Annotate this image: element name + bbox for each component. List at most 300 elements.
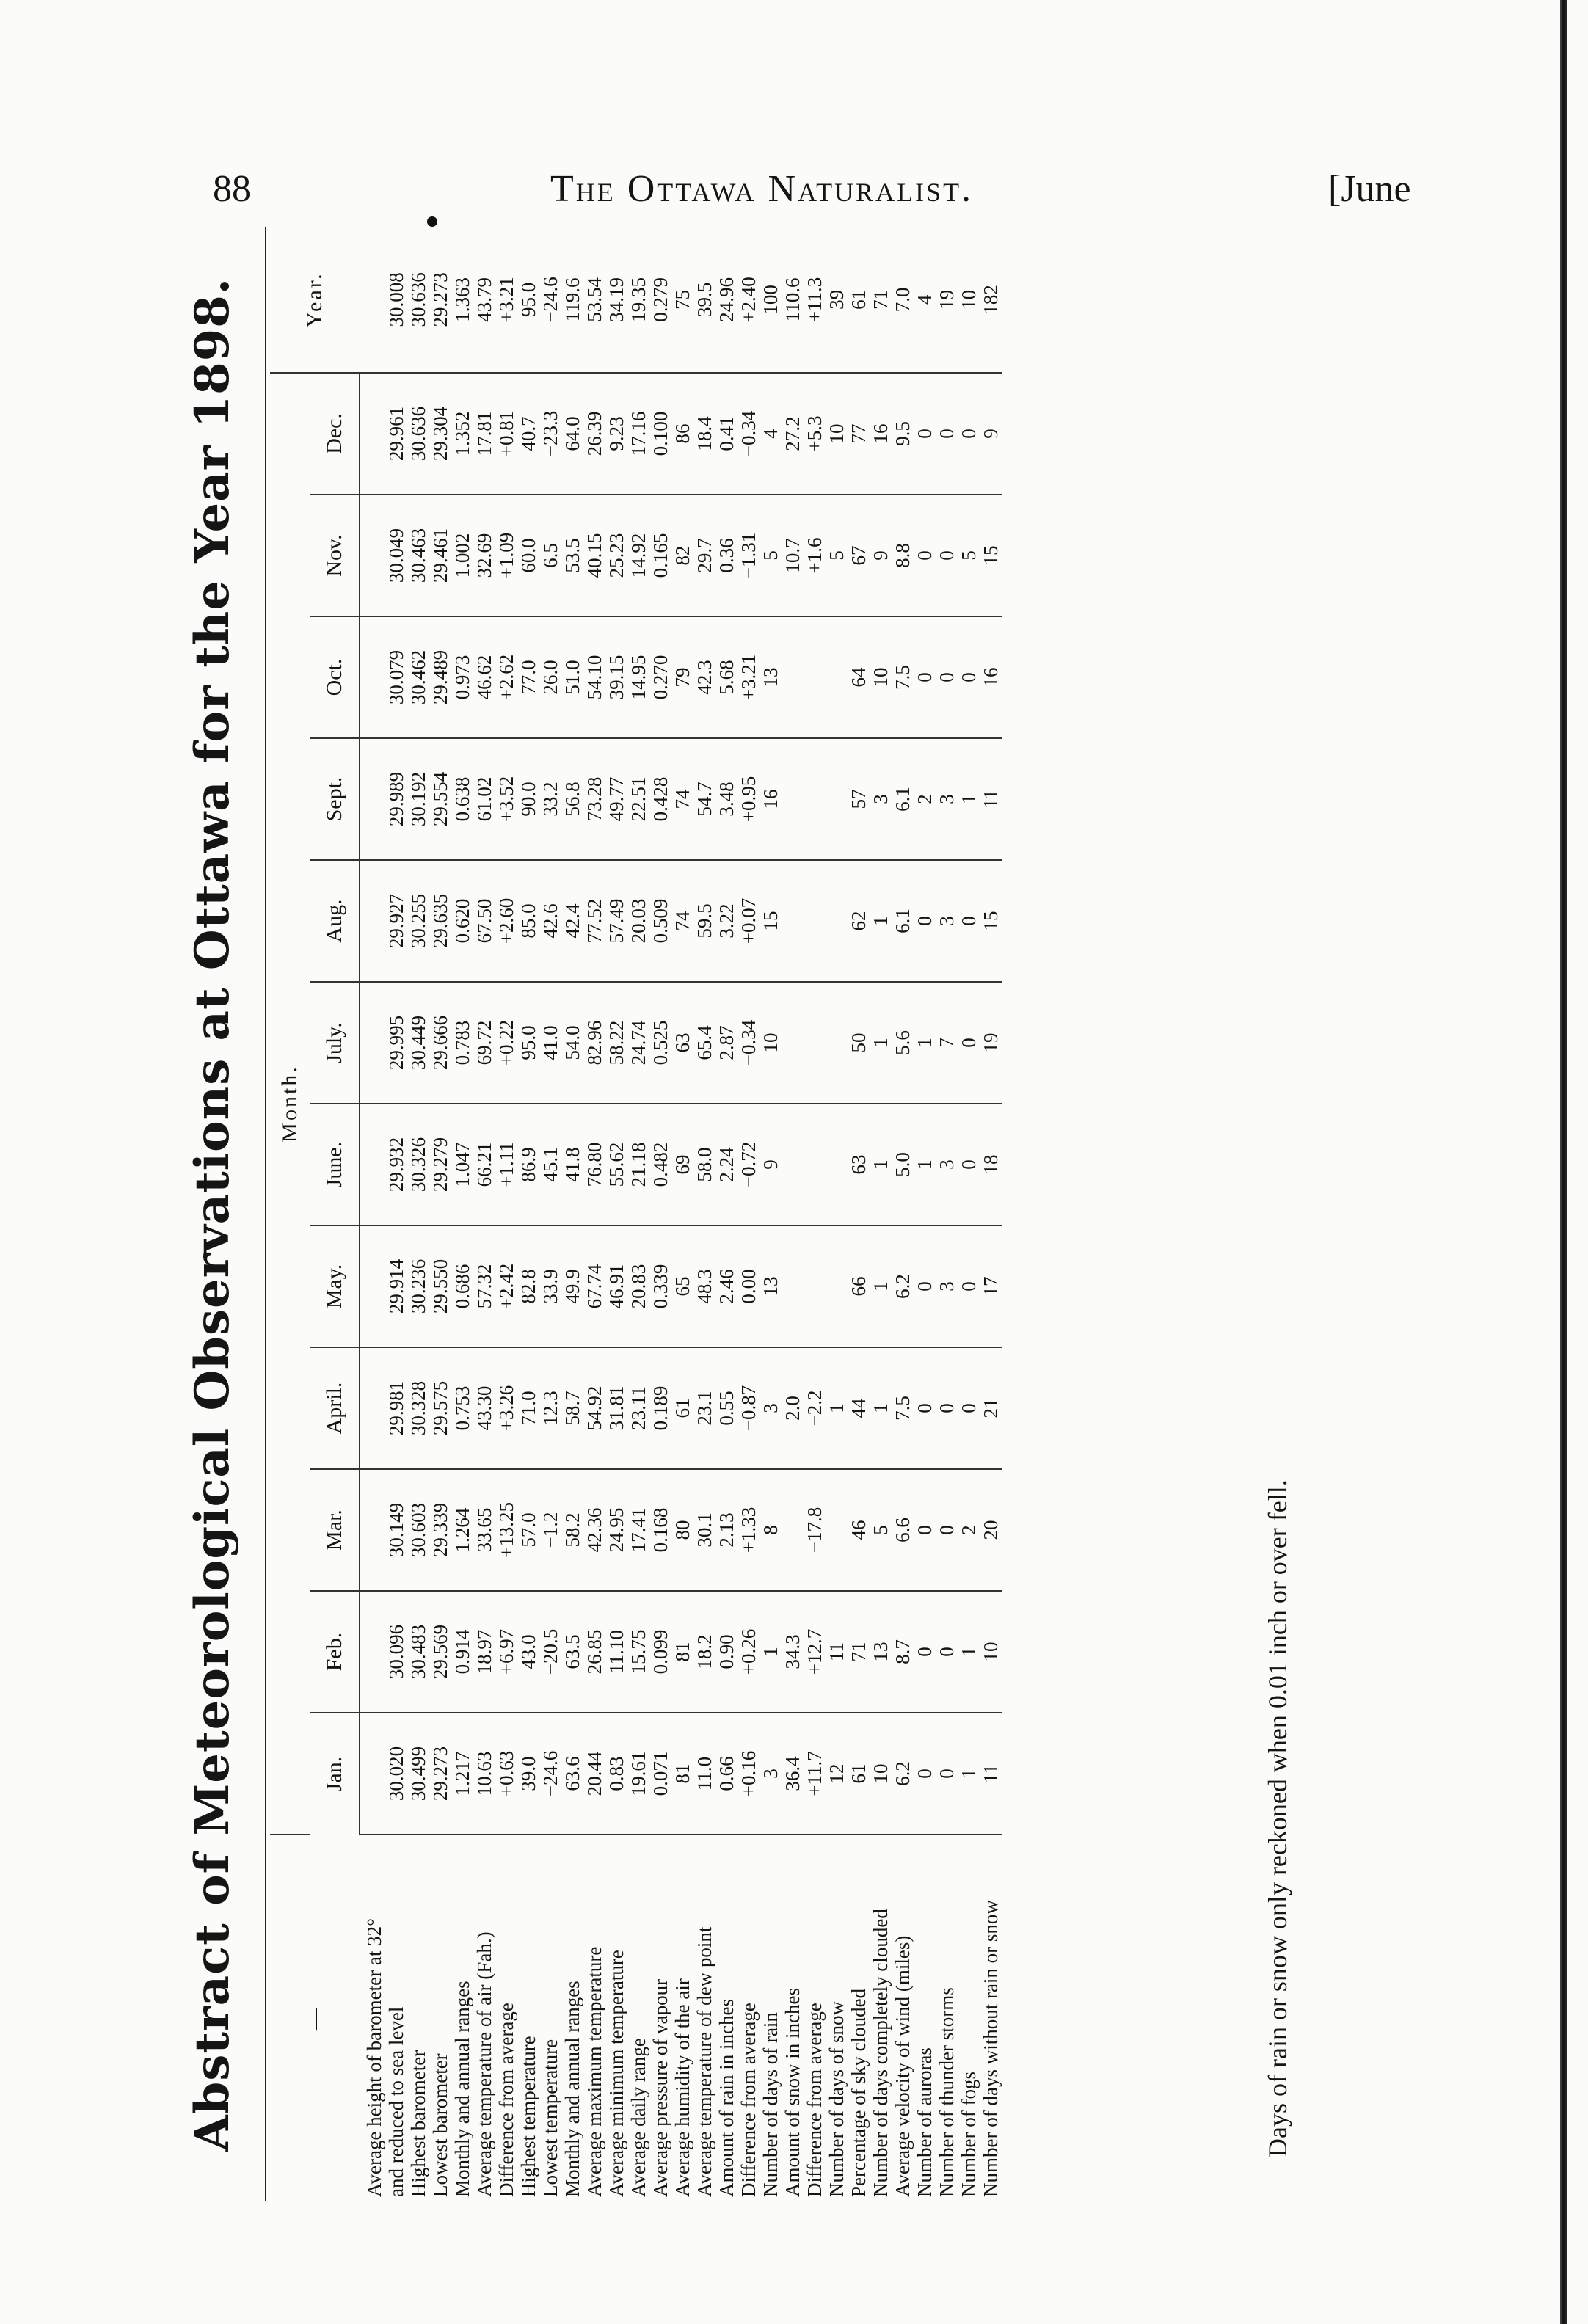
month-cell: 46.62 [473,616,495,738]
month-cell: 6.2 [892,1713,914,1835]
row-label: Amount of snow in inches [781,1988,804,2197]
month-cell [782,1469,804,1591]
page-number: 88 [213,168,251,210]
month-cell: 77 [848,373,870,495]
row-label: Number of days of rain [759,2012,782,2197]
month-cell: 69 [671,1104,693,1225]
month-cell: 42.3 [693,616,715,738]
month-cell: 50 [848,982,870,1104]
month-cell: 1 [914,1104,936,1225]
month-cell: 11 [826,1591,848,1713]
month-cell: 30.463 [407,495,429,616]
month-cell: 56.8 [561,738,583,860]
month-cell: 3 [760,1713,782,1835]
month-header: May. [310,1225,360,1347]
month-cell: 2.87 [715,982,737,1104]
month-cell: +0.81 [495,373,517,495]
month-cell: 39.0 [517,1713,539,1835]
month-cell [360,1347,385,1469]
row-label: Lowest temperature [539,2039,561,2197]
month-cell: 80 [671,1469,693,1591]
month-cell: 30.149 [385,1469,407,1591]
month-cell: 33.2 [539,738,561,860]
month-cell: 5 [958,495,980,616]
month-cell: 57.0 [517,1469,539,1591]
month-cell: 5 [760,495,782,616]
month-cell: 90.0 [517,738,539,860]
month-cell: 0.428 [649,738,671,860]
row-label: Highest temperature [517,2036,539,2197]
table-row [848,227,870,2201]
month-cell: 30.096 [385,1591,407,1713]
month-cell: 48.3 [693,1225,715,1347]
month-cell [360,982,385,1104]
month-cell: 29.914 [385,1225,407,1347]
table-row [360,227,385,2201]
year-cell: 39 [826,227,848,373]
month-cell: 29.927 [385,860,407,982]
month-cell: 6.5 [539,495,561,616]
month-cell: 61 [671,1347,693,1469]
table-row [671,227,693,2201]
journal-title: The Ottawa Naturalist. [550,168,974,210]
month-cell: 29.569 [429,1591,451,1713]
month-cell: 10.7 [782,495,804,616]
month-cell: +0.16 [737,1713,760,1835]
month-cell: 1 [870,1104,892,1225]
table-row [760,227,782,2201]
month-cell: 3 [936,1225,958,1347]
month-cell: 41.8 [561,1104,583,1225]
month-cell: 79 [671,616,693,738]
month-cell: 3 [936,860,958,982]
month-cell: 63 [671,982,693,1104]
month-cell: 6.6 [892,1469,914,1591]
month-cell: 0.620 [451,860,473,982]
month-cell: 3.48 [715,738,737,860]
year-cell: 75 [671,227,693,373]
month-cell: 0 [958,1104,980,1225]
month-cell: 18.4 [693,373,715,495]
month-cell: 0 [914,616,936,738]
table-row [737,227,760,2201]
observations-table [270,227,1002,2201]
month-cell [804,982,826,1104]
table-row [914,227,936,2201]
year-cell: 19 [936,227,958,373]
table-row [407,227,429,2201]
month-cell: 1.002 [451,495,473,616]
table-row [429,227,451,2201]
month-cell: 26.39 [583,373,605,495]
table-row [826,227,848,2201]
month-cell: 31.81 [605,1347,627,1469]
month-cell: 0 [936,1469,958,1591]
month-cell: −1.31 [737,495,760,616]
month-cell: 0 [936,373,958,495]
month-cell: 43.30 [473,1347,495,1469]
month-cell: 44 [848,1347,870,1469]
month-cell: +2.62 [495,616,517,738]
table-row [539,227,561,2201]
month-cell: 54.7 [693,738,715,860]
row-label: Monthly and annual ranges [451,1981,473,2197]
month-cell: 30.079 [385,616,407,738]
row-label: Number of auroras [913,2047,936,2197]
month-cell: +6.97 [495,1591,517,1713]
month-cell [782,1225,804,1347]
month-cell: −20.5 [539,1591,561,1713]
month-cell: 29.989 [385,738,407,860]
month-cell: +0.95 [737,738,760,860]
row-label: Number of days completely clouded [869,1909,892,2197]
month-cell: 32.69 [473,495,495,616]
month-cell: 19 [980,982,1002,1104]
year-cell: 34.19 [605,227,627,373]
month-cell [360,1469,385,1591]
month-cell [782,616,804,738]
month-cell: 0.55 [715,1347,737,1469]
month-cell: 4 [760,373,782,495]
table-top-rule [263,227,266,2201]
month-cell: 1.047 [451,1104,473,1225]
row-label: Average pressure of vapour [649,1978,671,2197]
month-cell: 2 [914,738,936,860]
month-cell: 1.352 [451,373,473,495]
table-row [473,227,495,2201]
year-cell: 43.79 [473,227,495,373]
month-cell [360,616,385,738]
month-cell: 1 [826,1347,848,1469]
month-cell: 1 [958,738,980,860]
row-label: Number of fogs [957,2072,980,2197]
row-label: Average temperature of dew point [693,1926,715,2197]
month-cell: 1 [870,1347,892,1469]
month-cell: 61 [848,1713,870,1835]
year-cell [360,227,385,373]
table-row [649,227,671,2201]
month-cell: 74 [671,860,693,982]
month-cell: 30.603 [407,1469,429,1591]
month-cell: 58.0 [693,1104,715,1225]
month-cell [826,860,848,982]
month-cell [360,1225,385,1347]
month-cell: 24.95 [605,1469,627,1591]
month-cell: 2.46 [715,1225,737,1347]
table-row [958,227,980,2201]
month-cell: 1 [958,1591,980,1713]
month-group-header: Month. [270,373,310,1835]
month-cell: 29.7 [693,495,715,616]
month-cell: 17 [980,1225,1002,1347]
ink-dot [427,216,437,227]
month-header: Dec. [310,373,360,495]
month-header: Sept. [310,738,360,860]
month-cell: 0.189 [649,1347,671,1469]
month-cell [804,738,826,860]
month-cell: 29.461 [429,495,451,616]
month-cell: 0 [914,1225,936,1347]
month-cell: 86 [671,373,693,495]
month-cell: 6.2 [892,1225,914,1347]
month-cell: 27.2 [782,373,804,495]
month-cell [782,1104,804,1225]
month-cell: 12 [826,1713,848,1835]
table-row [870,227,892,2201]
year-cell: 71 [870,227,892,373]
month-header: June. [310,1104,360,1225]
month-cell [360,738,385,860]
month-cell: 7.5 [892,616,914,738]
month-cell: +2.60 [495,860,517,982]
month-cell: 8.7 [892,1591,914,1713]
table-row [804,227,826,2201]
month-cell: +1.6 [804,495,826,616]
month-cell: 16 [980,616,1002,738]
month-cell: 8 [760,1469,782,1591]
month-cell: 18.2 [693,1591,715,1713]
row-label: Average maximum temperature [583,1946,605,2197]
month-cell: 85.0 [517,860,539,982]
month-cell: 9.5 [892,373,914,495]
month-cell: +1.33 [737,1469,760,1591]
month-cell: 1.264 [451,1469,473,1591]
month-cell: 36.4 [782,1713,804,1835]
month-cell: 25.23 [605,495,627,616]
month-cell: 29.279 [429,1104,451,1225]
year-cell: 95.0 [517,227,539,373]
month-cell: 0 [958,982,980,1104]
month-cell: 60.0 [517,495,539,616]
month-cell [826,982,848,1104]
month-cell [826,1104,848,1225]
month-cell: +5.3 [804,373,826,495]
year-cell: 53.54 [583,227,605,373]
month-cell: 58.2 [561,1469,583,1591]
month-cell: 11 [980,738,1002,860]
month-cell: 1 [870,982,892,1104]
month-cell: 81 [671,1713,693,1835]
row-label: Number of thunder storms [935,1987,958,2197]
month-cell: 30.1 [693,1469,715,1591]
month-cell: 8.8 [892,495,914,616]
month-cell: 2.24 [715,1104,737,1225]
month-cell: 30.449 [407,982,429,1104]
month-cell: 9 [760,1104,782,1225]
month-cell: 20.03 [627,860,649,982]
row-label: Number of days without rain or snow [979,1900,1002,2197]
month-cell [826,1225,848,1347]
month-cell: 9 [980,373,1002,495]
month-cell: 0 [914,373,936,495]
table-row [627,227,649,2201]
month-cell: +0.07 [737,860,760,982]
month-cell: +1.09 [495,495,517,616]
month-cell: 5.6 [892,982,914,1104]
month-cell: 82 [671,495,693,616]
table-bottom-rule [1248,227,1250,2201]
month-cell: +13.25 [495,1469,517,1591]
month-cell: 64.0 [561,373,583,495]
row-label: Monthly and annual ranges [561,1981,583,2197]
month-cell: 30.462 [407,616,429,738]
month-cell: 57.32 [473,1225,495,1347]
year-cell: 19.35 [627,227,649,373]
month-cell: 0.753 [451,1347,473,1469]
month-cell [360,1104,385,1225]
month-cell: 67 [848,495,870,616]
label-column-header: — [270,1835,360,2201]
issue-label: [June [1328,168,1411,210]
month-cell: 77.52 [583,860,605,982]
month-cell: 45.1 [539,1104,561,1225]
month-cell: 14.92 [627,495,649,616]
month-cell: 86.9 [517,1104,539,1225]
month-cell: 15.75 [627,1591,649,1713]
month-cell: 63.6 [561,1713,583,1835]
month-cell: 29.273 [429,1713,451,1835]
table-row [451,227,473,2201]
month-cell: 10 [826,373,848,495]
month-cell: 16 [870,373,892,495]
month-cell: 13 [870,1591,892,1713]
month-cell: 0 [936,1591,958,1713]
month-cell [804,1225,826,1347]
month-cell: 0 [914,495,936,616]
year-cell: 7.0 [892,227,914,373]
month-cell: 29.995 [385,982,407,1104]
row-label: Percentage of sky clouded [847,1988,870,2197]
month-cell: 10.63 [473,1713,495,1835]
year-cell: 24.96 [715,227,737,373]
month-cell: +12.7 [804,1591,826,1713]
year-cell: 30.008 [385,227,407,373]
month-cell [360,373,385,495]
month-cell: 9.23 [605,373,627,495]
month-cell [782,860,804,982]
month-cell: 3 [936,738,958,860]
month-cell: 0.270 [649,616,671,738]
month-cell: 15 [980,495,1002,616]
month-cell [360,860,385,982]
month-cell: 57.49 [605,860,627,982]
month-cell: +3.26 [495,1347,517,1469]
month-cell [782,738,804,860]
month-header: Feb. [310,1591,360,1713]
month-cell: 30.020 [385,1713,407,1835]
month-cell: 22.51 [627,738,649,860]
month-cell: 54.92 [583,1347,605,1469]
row-label: Average humidity of the air [671,1978,693,2197]
month-cell: 0.071 [649,1713,671,1835]
month-cell: 29.932 [385,1104,407,1225]
month-cell: 49.9 [561,1225,583,1347]
month-cell: 58.7 [561,1347,583,1469]
running-header [213,167,1460,219]
month-cell [804,860,826,982]
month-cell: 14.95 [627,616,649,738]
month-cell: 46.91 [605,1225,627,1347]
month-cell: 59.5 [693,860,715,982]
year-cell: 0.279 [649,227,671,373]
month-cell: 65 [671,1225,693,1347]
month-cell: 61.02 [473,738,495,860]
month-cell: −2.2 [804,1347,826,1469]
month-cell: 0 [958,616,980,738]
table-row [495,227,517,2201]
year-cell: 182 [980,227,1002,373]
month-cell: 34.3 [782,1591,804,1713]
month-cell: +2.42 [495,1225,517,1347]
month-cell: 0.482 [649,1104,671,1225]
month-cell: −0.72 [737,1104,760,1225]
month-cell: 95.0 [517,982,539,1104]
month-cell: −0.34 [737,373,760,495]
year-cell: 61 [848,227,870,373]
month-cell: 19.61 [627,1713,649,1835]
month-cell: 0 [914,1713,936,1835]
month-cell: 1 [870,860,892,982]
month-cell: 0 [914,1347,936,1469]
month-header: Jan. [310,1713,360,1835]
table-row [980,227,1002,2201]
month-cell [826,738,848,860]
month-cell: 30.049 [385,495,407,616]
month-cell: 0.509 [649,860,671,982]
month-cell: −23.3 [539,373,561,495]
month-cell: 29.550 [429,1225,451,1347]
month-cell: 0.66 [715,1713,737,1835]
month-cell: 81 [671,1591,693,1713]
year-cell: +3.21 [495,227,517,373]
month-cell: 10 [870,616,892,738]
month-cell: 30.192 [407,738,429,860]
row-label: Average minimum temperature [605,1950,627,2197]
month-cell: 15 [980,860,1002,982]
month-cell: 21 [980,1347,1002,1469]
month-cell: 49.77 [605,738,627,860]
month-cell: 6.1 [892,738,914,860]
month-cell: 7 [936,982,958,1104]
table-footnote: Days of rain or snow only reckoned when 0.01 inch or over fell. [1263,1479,1292,2157]
month-cell: 30.499 [407,1713,429,1835]
month-cell: 64 [848,616,870,738]
month-cell: 5 [870,1469,892,1591]
month-cell: 30.236 [407,1225,429,1347]
month-cell: +0.63 [495,1713,517,1835]
month-cell: 0 [914,1591,936,1713]
month-cell: 13 [760,616,782,738]
year-cell: −24.6 [539,227,561,373]
month-cell: 0.973 [451,616,473,738]
year-cell: 1.363 [451,227,473,373]
month-cell: −1.2 [539,1469,561,1591]
month-cell: 0.41 [715,373,737,495]
year-cell: 29.273 [429,227,451,373]
month-cell: −0.34 [737,982,760,1104]
month-cell: 12.3 [539,1347,561,1469]
month-cell: 0.914 [451,1591,473,1713]
month-cell: 18 [980,1104,1002,1225]
month-cell: 0.686 [451,1225,473,1347]
table-title: Abstract of Meteorological Observations at Ottawa for the Year 1898. [185,277,240,2152]
month-cell [782,982,804,1104]
month-cell: 42.36 [583,1469,605,1591]
month-cell: 10 [980,1591,1002,1713]
month-cell: 17.81 [473,373,495,495]
month-cell: 74 [671,738,693,860]
month-cell: 43.0 [517,1591,539,1713]
